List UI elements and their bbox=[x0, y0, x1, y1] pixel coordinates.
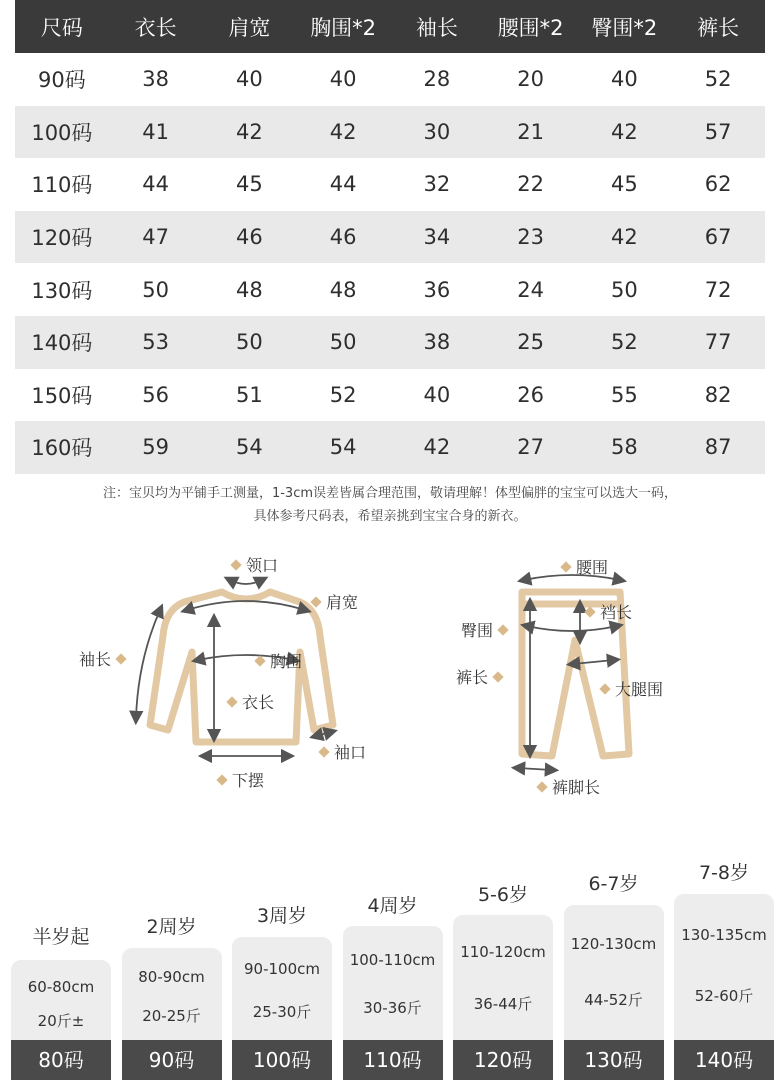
table-cell: 42 bbox=[329, 119, 357, 144]
label-crotch: 裆长 bbox=[580, 600, 632, 623]
table-row bbox=[15, 316, 765, 369]
table-cell: 87 bbox=[704, 435, 732, 460]
height-range: 60-80cm bbox=[27, 977, 95, 996]
table-cell: 48 bbox=[329, 277, 357, 302]
diamond-bullet-icon bbox=[536, 781, 547, 792]
height-range: 120-130cm bbox=[570, 934, 657, 953]
table-cell: 44 bbox=[329, 172, 357, 197]
table-cell: 45 bbox=[236, 172, 263, 197]
height-range: 100-110cm bbox=[349, 951, 436, 970]
height-range: 90-100cm bbox=[244, 959, 320, 978]
label-sleeve: 袖长 bbox=[79, 647, 131, 670]
diamond-bullet-icon bbox=[310, 596, 321, 607]
table-cell: 47 bbox=[142, 225, 169, 250]
table-cell: 48 bbox=[236, 277, 263, 302]
collar-measure bbox=[230, 580, 262, 584]
table-cell: 32 bbox=[423, 172, 451, 197]
size-code: 90码 bbox=[122, 1040, 222, 1080]
diamond-bullet-icon bbox=[226, 696, 237, 707]
note-line-1: 注：宝贝均为平铺手工测量，1-3cm误差皆属合理范围，敬请理解！体型偏胖的宝宝可以选大一码， bbox=[102, 486, 678, 501]
size-table-body bbox=[15, 53, 765, 474]
table-cell: 140码 bbox=[31, 331, 93, 356]
table-cell: 28 bbox=[423, 67, 451, 92]
table-cell: 46 bbox=[329, 225, 357, 250]
size-table bbox=[15, 0, 765, 474]
garment-illustration bbox=[0, 540, 780, 810]
top-garment-outline bbox=[150, 592, 333, 742]
age-label: 5-6岁 bbox=[477, 884, 529, 906]
table-cell: 52 bbox=[704, 67, 732, 92]
table-cell: 56 bbox=[142, 382, 169, 407]
label-length: 衣长 bbox=[222, 690, 274, 713]
header-pant-length: 裤长 bbox=[697, 15, 740, 40]
size-card bbox=[674, 894, 774, 1080]
table-cell: 160码 bbox=[31, 436, 93, 461]
diamond-bullet-icon bbox=[560, 561, 571, 572]
label-hem: 下摆 bbox=[212, 768, 264, 791]
table-cell: 42 bbox=[611, 119, 638, 144]
size-code: 80码 bbox=[11, 1040, 111, 1080]
table-cell: 42 bbox=[236, 119, 263, 144]
table-cell: 40 bbox=[236, 67, 263, 92]
age-label: 4周岁 bbox=[367, 895, 418, 917]
weight-range: 30-36斤 bbox=[363, 998, 422, 1017]
weight-range: 52-60斤 bbox=[694, 986, 754, 1005]
table-cell: 25 bbox=[517, 330, 544, 355]
table-cell: 40 bbox=[423, 382, 451, 407]
table-cell: 58 bbox=[611, 435, 638, 460]
diamond-bullet-icon bbox=[492, 671, 503, 682]
header-chest: 胸围*2 bbox=[310, 15, 377, 40]
table-cell: 54 bbox=[236, 435, 263, 460]
table-cell: 24 bbox=[517, 277, 544, 302]
diamond-bullet-icon bbox=[318, 746, 329, 757]
table-cell: 67 bbox=[704, 225, 732, 250]
table-row bbox=[15, 369, 765, 422]
weight-range: 20斤± bbox=[37, 1011, 85, 1030]
age-label: 2周岁 bbox=[146, 916, 197, 938]
label-cuff: 袖口 bbox=[314, 740, 366, 763]
diamond-bullet-icon bbox=[584, 606, 595, 617]
table-cell: 120码 bbox=[31, 226, 93, 251]
table-cell: 30 bbox=[423, 119, 451, 144]
table-cell: 42 bbox=[423, 435, 451, 460]
table-cell: 44 bbox=[142, 172, 169, 197]
table-cell: 26 bbox=[517, 382, 544, 407]
weight-range: 20-25斤 bbox=[142, 1007, 201, 1026]
label-collar: 领口 bbox=[226, 553, 278, 576]
table-row bbox=[15, 53, 765, 106]
table-cell: 50 bbox=[236, 330, 263, 355]
height-range: 110-120cm bbox=[460, 942, 546, 961]
header-sleeve: 袖长 bbox=[415, 15, 458, 40]
table-cell: 50 bbox=[142, 277, 169, 302]
table-row bbox=[15, 421, 765, 474]
table-row bbox=[15, 158, 765, 211]
diamond-bullet-icon bbox=[254, 655, 265, 666]
label-shoulder: 肩宽 bbox=[306, 590, 358, 613]
table-cell: 57 bbox=[704, 119, 732, 144]
table-row bbox=[15, 106, 765, 159]
table-cell: 41 bbox=[142, 119, 169, 144]
age-label: 3周岁 bbox=[256, 905, 308, 927]
table-cell: 45 bbox=[611, 172, 638, 197]
table-cell: 38 bbox=[142, 67, 169, 92]
size-card bbox=[232, 937, 332, 1080]
size-code: 110码 bbox=[343, 1040, 443, 1080]
diamond-bullet-icon bbox=[115, 653, 126, 664]
diamond-bullet-icon bbox=[230, 559, 241, 570]
header-size: 尺码 bbox=[40, 15, 83, 40]
label-leg-opening: 裤脚长 bbox=[532, 775, 600, 798]
label-chest: 胸围 bbox=[250, 649, 302, 672]
table-cell: 90码 bbox=[38, 68, 86, 93]
table-row bbox=[15, 211, 765, 264]
table-cell: 62 bbox=[704, 172, 732, 197]
label-hip: 臀围 bbox=[461, 618, 513, 641]
label-pant-length: 裤长 bbox=[456, 665, 508, 688]
header-length: 衣长 bbox=[134, 15, 177, 40]
diamond-bullet-icon bbox=[599, 683, 610, 694]
size-code: 140码 bbox=[674, 1040, 774, 1080]
height-range: 130-135cm bbox=[681, 926, 767, 945]
label-thigh: 大腿围 bbox=[595, 677, 663, 700]
weight-range: 44-52斤 bbox=[584, 990, 643, 1009]
table-row bbox=[15, 263, 765, 316]
size-card bbox=[564, 905, 664, 1080]
size-code: 130码 bbox=[564, 1040, 664, 1080]
table-cell: 27 bbox=[517, 435, 544, 460]
table-cell: 50 bbox=[329, 330, 357, 355]
measurement-note bbox=[20, 482, 760, 528]
header-shoulder: 肩宽 bbox=[228, 15, 271, 40]
diamond-bullet-icon bbox=[216, 774, 227, 785]
weight-range: 36-44斤 bbox=[473, 994, 533, 1013]
label-waist: 腰围 bbox=[556, 555, 608, 578]
size-code: 100码 bbox=[232, 1040, 332, 1080]
size-card bbox=[122, 948, 222, 1080]
size-card bbox=[343, 926, 443, 1080]
table-cell: 54 bbox=[329, 435, 357, 460]
diamond-bullet-icon bbox=[497, 624, 508, 635]
table-cell: 130码 bbox=[31, 278, 93, 303]
table-cell: 150码 bbox=[31, 383, 93, 408]
age-label: 半岁起 bbox=[32, 926, 90, 948]
table-cell: 51 bbox=[236, 382, 263, 407]
header-waist: 腰围*2 bbox=[497, 15, 564, 40]
age-label: 6-7岁 bbox=[588, 873, 639, 895]
size-card bbox=[453, 915, 553, 1080]
table-cell: 34 bbox=[423, 225, 451, 250]
table-cell: 110码 bbox=[31, 173, 93, 198]
table-cell: 38 bbox=[423, 330, 451, 355]
size-table-header bbox=[15, 0, 765, 53]
measurement-diagram bbox=[0, 540, 780, 810]
table-cell: 40 bbox=[611, 67, 638, 92]
table-cell: 20 bbox=[517, 67, 544, 92]
table-cell: 100码 bbox=[31, 120, 93, 145]
header-hip: 臀围*2 bbox=[591, 15, 658, 40]
table-cell: 72 bbox=[704, 277, 732, 302]
table-cell: 59 bbox=[142, 435, 169, 460]
table-cell: 82 bbox=[704, 382, 732, 407]
size-card bbox=[11, 960, 111, 1080]
cuff-measure bbox=[316, 732, 331, 736]
size-code: 120码 bbox=[453, 1040, 553, 1080]
table-cell: 77 bbox=[704, 330, 732, 355]
table-cell: 52 bbox=[611, 330, 638, 355]
table-cell: 50 bbox=[611, 277, 638, 302]
table-cell: 21 bbox=[517, 119, 544, 144]
height-range: 80-90cm bbox=[138, 968, 205, 987]
table-cell: 55 bbox=[611, 382, 638, 407]
weight-range: 25-30斤 bbox=[252, 1002, 312, 1021]
table-cell: 36 bbox=[423, 277, 451, 302]
table-cell: 52 bbox=[329, 382, 357, 407]
leg-opening-measure bbox=[518, 768, 552, 770]
age-label: 7-8岁 bbox=[698, 862, 750, 884]
note-line-2: 具体参考尺码表，希望亲挑到宝宝合身的新衣。 bbox=[253, 509, 527, 524]
table-cell: 42 bbox=[611, 225, 638, 250]
table-cell: 53 bbox=[142, 330, 169, 355]
table-cell: 22 bbox=[517, 172, 544, 197]
table-cell: 46 bbox=[236, 225, 263, 250]
table-cell: 40 bbox=[329, 67, 357, 92]
table-cell: 23 bbox=[517, 225, 544, 250]
